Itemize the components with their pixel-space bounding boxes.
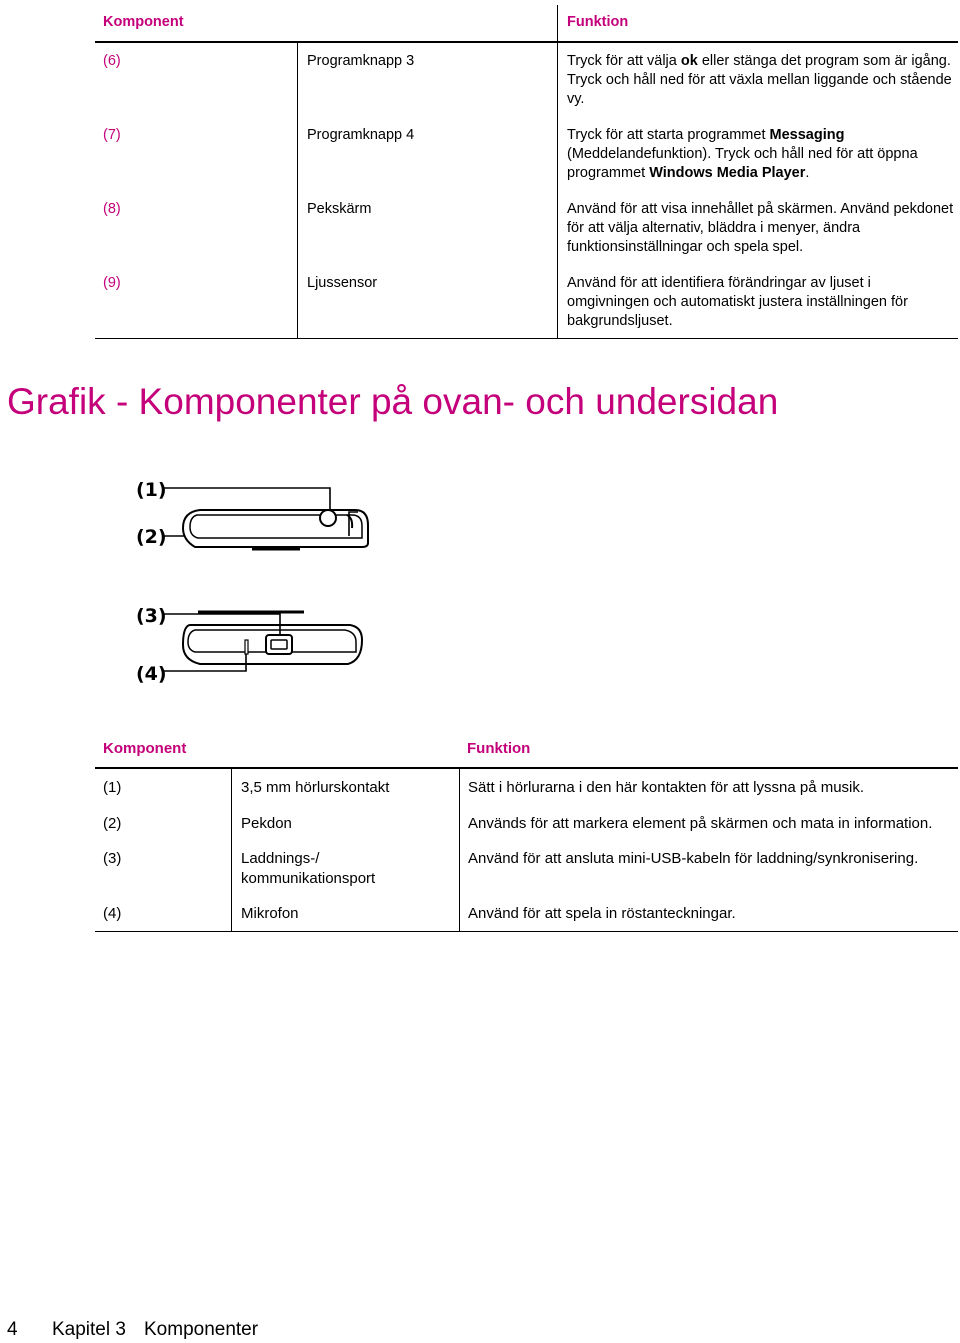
table2-col-divider-2	[459, 769, 460, 931]
device-figure	[120, 465, 380, 695]
headphone-jack-icon	[320, 510, 336, 526]
table-row-number: (9)	[103, 275, 121, 291]
callout-4-line	[162, 654, 246, 671]
callout-3-label: (3)	[136, 605, 167, 627]
table-row-number: (2)	[103, 815, 122, 832]
table-row-function: Använd för att spela in röstanteckningar.	[468, 905, 736, 922]
table2-bottom-rule	[95, 931, 958, 932]
table2-header-rule	[95, 767, 958, 769]
table-row-component: Mikrofon	[241, 905, 299, 922]
table-row-component: Ljussensor	[307, 275, 378, 291]
callout-4-label: (4)	[136, 663, 167, 685]
table-row-number: (7)	[103, 127, 121, 143]
table1-bottom-rule	[95, 338, 958, 339]
usb-port-icon	[266, 635, 292, 654]
callout-1-line	[162, 488, 330, 510]
table-row-function: Använd för att identifiera förändringar av ljuset i omgivningen och automatiskt justera inställningen för bakgrundsljuset.	[567, 275, 908, 329]
table2-header-component: Komponent	[103, 740, 187, 757]
table1-header-component: Komponent	[103, 14, 184, 30]
table-row-component: Laddnings-/ kommunikationsport	[241, 850, 376, 887]
table-row-component: Programknapp 4	[307, 127, 415, 143]
page-number: 4	[7, 1319, 18, 1340]
table-row-component: 3,5 mm hörlurskontakt	[241, 779, 390, 796]
table-row-number: (1)	[103, 779, 122, 796]
table1-header-function: Funktion	[567, 14, 629, 30]
table1-header-divider	[557, 5, 558, 45]
table2-header-function: Funktion	[467, 740, 531, 757]
section-title: Grafik - Komponenter på ovan- och undersidan	[7, 381, 779, 422]
table1-col-divider-2	[557, 43, 558, 339]
table-row-function: Använd för att ansluta mini-USB-kabeln för laddning/synkronisering.	[468, 850, 919, 867]
table-row-component: Pekskärm	[307, 201, 372, 217]
microphone-icon	[245, 640, 248, 654]
table1-header-rule	[95, 41, 958, 43]
table1-col-divider-1	[297, 43, 298, 339]
bold-term: ok	[680, 53, 698, 69]
table-row-function: Används för att markera element på skärmen och mata in information.	[468, 815, 933, 832]
table-row-function: Använd för att visa innehållet på skärmen. Använd pekdonet för att välja alternativ, bläddra i menyer, ändra funktionsinställningar och spela spel.	[567, 201, 954, 255]
table-row-function: Tryck för att välja ok eller stänga det program som är igång. Tryck och håll ned för att växla mellan liggande och stående vy.	[567, 53, 952, 107]
bold-term: Windows Media Player	[649, 165, 806, 181]
table-row-number: (6)	[103, 53, 121, 69]
table-row-number: (4)	[103, 905, 122, 922]
table2-col-divider-1	[231, 769, 232, 931]
table-row-function: Tryck för att starta programmet Messaging (Meddelandefunktion). Tryck och håll ned för att öppna programmet Windows Media Player.	[567, 127, 918, 181]
callout-2-label: (2)	[136, 526, 167, 548]
chapter-title: Komponenter	[144, 1319, 259, 1340]
bold-term: Messaging	[769, 127, 845, 143]
table-row-number: (3)	[103, 850, 122, 867]
table-row-component: Pekdon	[241, 815, 292, 832]
table-row-function: Sätt i hörlurarna i den här kontakten för att lyssna på musik.	[468, 779, 865, 796]
table-row-number: (8)	[103, 201, 121, 217]
table-row-component: Programknapp 3	[307, 53, 415, 69]
chapter-label: Kapitel 3	[52, 1319, 126, 1340]
callout-1-label: (1)	[136, 479, 167, 501]
